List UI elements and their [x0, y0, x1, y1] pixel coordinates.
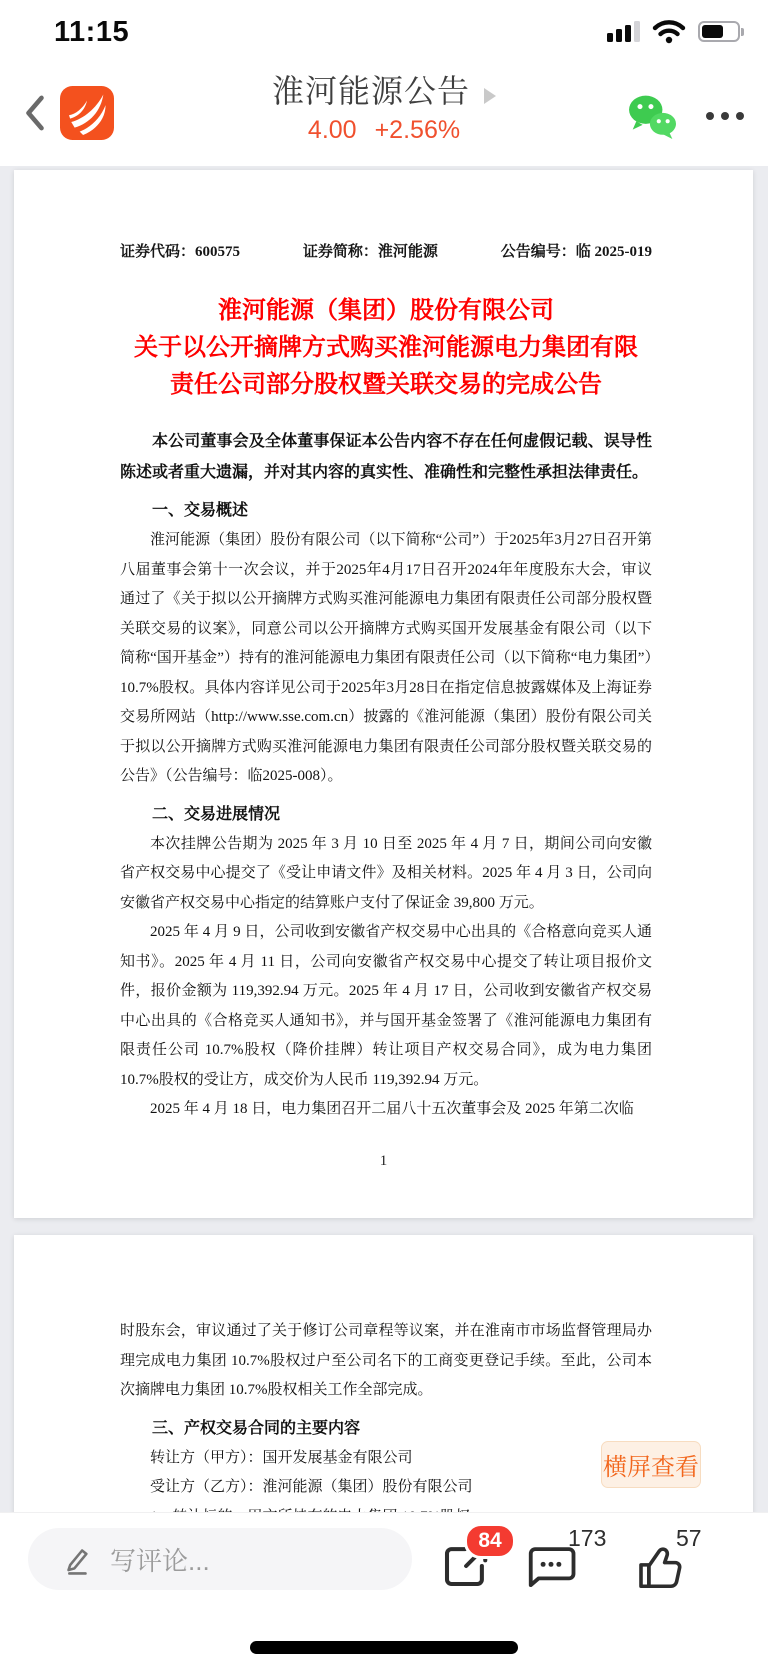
doc-line-transferee: 受让方（乙方）：淮河能源（集团）股份有限公司 — [150, 1479, 473, 1495]
doc-meta-row — [120, 170, 652, 261]
status-bar — [0, 0, 768, 60]
cellular-signal-icon — [607, 20, 640, 42]
like-button[interactable] — [632, 1525, 702, 1601]
pencil-icon — [60, 1542, 94, 1576]
stock-change: +2.56% — [374, 116, 461, 144]
page-number: 1 — [379, 1153, 388, 1169]
doc-title-line: 责任公司部分股权暨关联交易的完成公告 — [170, 372, 602, 398]
nav-left — [22, 86, 114, 140]
comments-button[interactable] — [524, 1525, 607, 1601]
like-count: 57 — [676, 1525, 702, 1551]
app-logo[interactable] — [60, 86, 114, 140]
comment-input[interactable] — [28, 1528, 412, 1590]
doc-paragraph: 2025 年 4 月 9 日，公司收到安徽省产权交易中心出具的《合格意向竞买人通知书》。2025 年 4 月 11 日，公司向安徽省产权交易中心提交了转让项目报价文件，报价金额为 119,392.94 万元。2025 年 4 月 17 日，公司收到安徽省产权交易中心出具的《合格竞买人通知书》，并与国开基金签署了《淮河能源电力集团有限责任公司 10.7%股权（降价挂牌）转让项目产权交易合同》，成为电力集团 10.7%股权的受让方，成交价为人民币 119,392.94 万元。 — [120, 924, 652, 1088]
page-title: 淮河能源公告 — [271, 73, 471, 109]
doc-paragraph: 淮河能源（集团）股份有限公司（以下简称“公司”）于2025年3月27日召开第八届董事会第十一次会议，并于2025年4月17日召开2024年年度股东大会，审议通过了《关于拟以公开摘牌方式购买淮河能源电力集团有限责任公司部分股权暨关联交易的议案》，同意公司以公开摘牌方式购买国开发展基金有限公司（以下简称“国开基金”）持有的淮河能源电力集团有限责任公司（以下简称“电力集团”）10.7%股权。具体内容详见公司于2025年3月28日在指定信息披露媒体及上海证券交易所网站（http://www.sse.com.cn）披露的《淮河能源（集团）股份有限公司关于拟以公开摘牌方式购买淮河能源电力集团有限责任公司部分股权暨关联交易的公告》（公告编号：临2025-008）。 — [120, 532, 652, 784]
wechat-share-icon[interactable] — [624, 92, 680, 140]
battery-icon — [698, 21, 740, 42]
security-code: 证券代码：600575 — [120, 244, 241, 260]
nav-bar — [0, 60, 768, 166]
landscape-view-button[interactable]: 横屏查看 — [601, 1441, 701, 1488]
stock-title-group[interactable] — [272, 66, 496, 145]
doc-paragraph: 时股东会，审议通过了关于修订公司章程等议案，并在淮南市市场监督管理局办理完成电力集团 10.7%股权过户至公司名下的工商变更登记手续。至此，公司本次摘牌电力集团 10.7%股权相关工作全部完成。 — [120, 1323, 652, 1398]
document-page-1 — [14, 170, 753, 1218]
doc-paragraph: 本次挂牌公告期为 2025 年 3 月 10 日至 2025 年 4 月 7 日，期间公司向安徽省产权交易中心提交了《受让申请文件》及相关材料。2025 年 4 月 3 日，公司向安徽省产权交易中心指定的结算账户支付了保证金 39,800 万元。 — [120, 835, 652, 911]
chevron-right-icon — [484, 88, 496, 104]
nav-right — [624, 92, 744, 140]
home-indicator[interactable] — [250, 1641, 518, 1654]
comment-bar — [0, 1512, 768, 1664]
wifi-icon — [652, 18, 686, 44]
doc-section2-heading: 二、交易进展情况 — [152, 805, 281, 823]
comment-count: 173 — [568, 1525, 607, 1551]
more-icon[interactable] — [706, 106, 744, 126]
status-icons — [607, 18, 740, 44]
doc-disclaimer: 本公司董事会及全体董事保证本公告内容不存在任何虚假记载、误导性陈述或者重大遗漏，并对其内容的真实性、准确性和完整性承担法律责任。 — [120, 433, 652, 481]
doc-title-line: 关于以公开摘牌方式购买淮河能源电力集团有限 — [134, 335, 638, 361]
doc-paragraph: 2025 年 4 月 18 日，电力集团召开二届八十五次董事会及 2025 年第二次临 — [150, 1101, 634, 1117]
doc-title-line: 淮河能源（集团）股份有限公司 — [218, 298, 554, 324]
doc-title — [120, 293, 652, 404]
stock-price: 4.00 — [307, 116, 357, 144]
doc-line-transferor: 转让方（甲方）：国开发展基金有限公司 — [150, 1449, 413, 1466]
comment-placeholder: 写评论... — [110, 1545, 210, 1576]
status-time: 11:15 — [54, 16, 130, 48]
notice-number: 公告编号：临 2025-019 — [500, 244, 652, 260]
back-icon[interactable] — [22, 91, 48, 135]
document-viewer — [0, 166, 768, 1663]
security-name: 证券简称：淮河能源 — [302, 244, 438, 260]
doc-section1-heading: 一、交易概述 — [152, 502, 249, 519]
share-badge: 84 — [464, 1523, 516, 1559]
share-button[interactable] — [438, 1529, 502, 1601]
doc-section3-heading: 三、产权交易合同的主要内容 — [152, 1419, 361, 1437]
